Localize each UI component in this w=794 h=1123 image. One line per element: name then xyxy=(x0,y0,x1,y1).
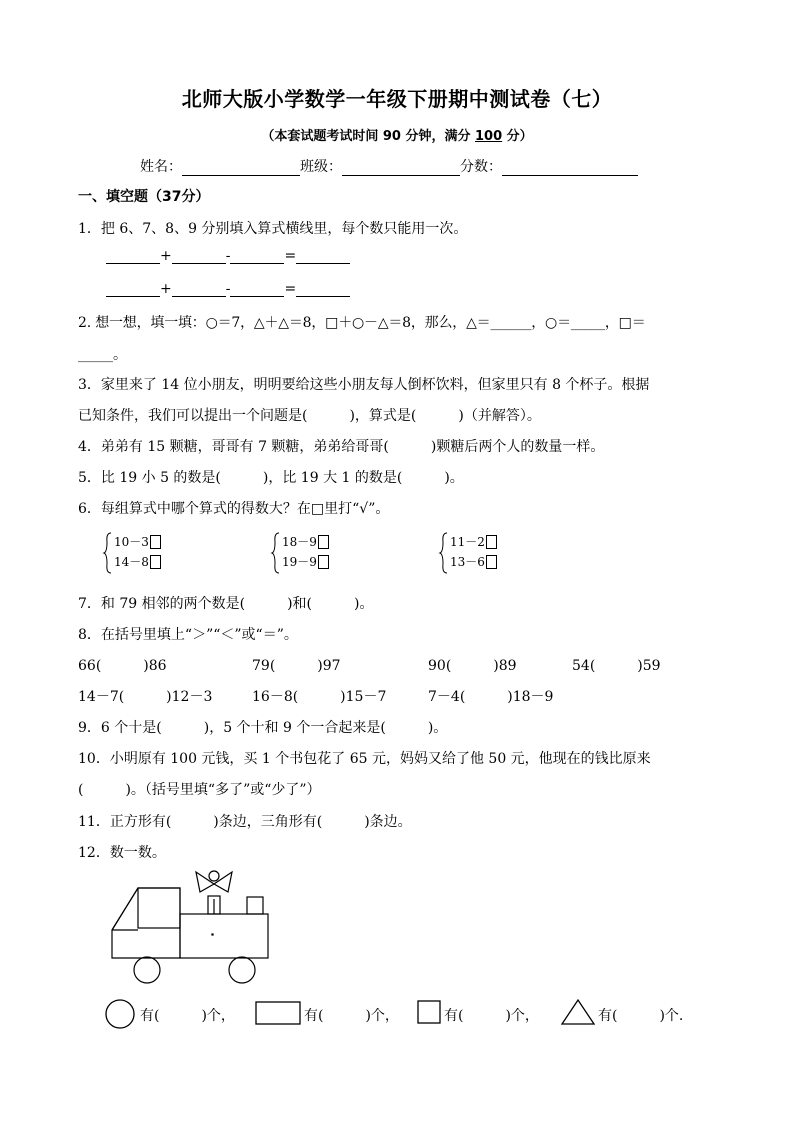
question-12: 12．数一数。 xyxy=(78,845,166,861)
compare-item: 14－7( )12－3 xyxy=(78,689,213,705)
square-icon xyxy=(418,1001,440,1023)
plus-sign: + xyxy=(160,248,172,264)
plus-sign: + xyxy=(160,281,172,297)
equals-sign: = xyxy=(284,281,297,297)
full-score: 100 xyxy=(475,129,503,144)
question-1: 1．把 6、7、8、9 分别填入算式横线里，每个数只能用一次。 xyxy=(78,221,468,237)
count-square-text: 有( )个， xyxy=(444,1008,539,1024)
question-8: 8．在括号里填上“＞”“＜”或“＝”。 xyxy=(78,627,298,643)
question-9: 9．6 个十是( )，5 个十和 9 个一合起来是( )。 xyxy=(78,720,448,736)
triangle-icon xyxy=(562,1000,594,1024)
pair-top: 11－2 xyxy=(450,535,485,549)
score-label: 分数： xyxy=(460,159,502,175)
pair-bottom: 13－6 xyxy=(450,555,485,569)
question-6: 6．每组算式中哪个算式的得数大？在□里打“√”。 xyxy=(78,501,390,517)
question-11: 11．正方形有( )条边，三角形有( )条边。 xyxy=(78,814,412,830)
compare-item: 7－4( )18－9 xyxy=(428,689,554,705)
rectangle-icon xyxy=(256,1002,300,1024)
minus-sign: - xyxy=(225,281,231,297)
compare-item: 79( )97 xyxy=(252,658,341,674)
compare-item: 16－8( )15－7 xyxy=(252,689,387,705)
question-5: 5．比 19 小 5 的数是( )，比 19 大 1 的数是( )。 xyxy=(78,470,464,486)
pair-top: 18－9 xyxy=(282,535,317,549)
compare-item: 66( )86 xyxy=(78,658,167,674)
circle-icon xyxy=(106,1000,134,1028)
question-7: 7．和 79 相邻的两个数是( )和( )。 xyxy=(78,596,374,612)
pair-top: 10－3 xyxy=(114,535,149,549)
pair-bottom: 14－8 xyxy=(114,555,149,569)
question-10: 10．小明原有 100 元钱，买 1 个书包花了 65 元，妈妈又给了他 50 元，他现在的钱比原来 xyxy=(78,751,651,767)
question-10-cont: ( )。（括号里填“多了”或“少了”） xyxy=(78,782,321,798)
page-title: 北师大版小学数学一年级下册期中测试卷（七） xyxy=(181,87,613,111)
question-3-cont: 已知条件，我们可以提出一个问题是( )，算式是( )（并解答）。 xyxy=(78,408,541,424)
question-4: 4．弟弟有 15 颗糖，哥哥有 7 颗糖，弟弟给哥哥( )颗糖后两个人的数量一样。 xyxy=(78,439,605,455)
pair-bottom: 19－9 xyxy=(282,555,317,569)
name-label: 姓名： xyxy=(140,159,182,175)
compare-item: 54( )59 xyxy=(572,658,661,674)
equals-sign: = xyxy=(284,248,297,264)
section-heading: 一、填空题（37分） xyxy=(78,189,210,205)
count-circle-text: 有( )个， xyxy=(140,1008,235,1024)
question-2: 2. 想一想，填一填：○＝7，△＋△＝8，□＋○－△＝8，那么，△＝______，○＝_____，□＝ xyxy=(78,315,646,331)
compare-item: 90( )89 xyxy=(428,658,517,674)
question-2-cont: _____。 xyxy=(78,347,127,363)
count-rectangle-text: 有( )个， xyxy=(304,1008,399,1024)
subtitle-text: （本套试题考试时间 90 分钟，满分 xyxy=(261,129,475,144)
class-label: 班级： xyxy=(300,159,342,175)
subtitle-text-end: 分） xyxy=(502,129,533,144)
question-3: 3．家里来了 14 位小朋友，明明要给这些小朋友每人倒杯饮料，但家里只有 8 个杯子。根据 xyxy=(78,377,650,393)
count-triangle-text: 有( )个. xyxy=(598,1008,684,1024)
minus-sign: - xyxy=(225,248,231,264)
